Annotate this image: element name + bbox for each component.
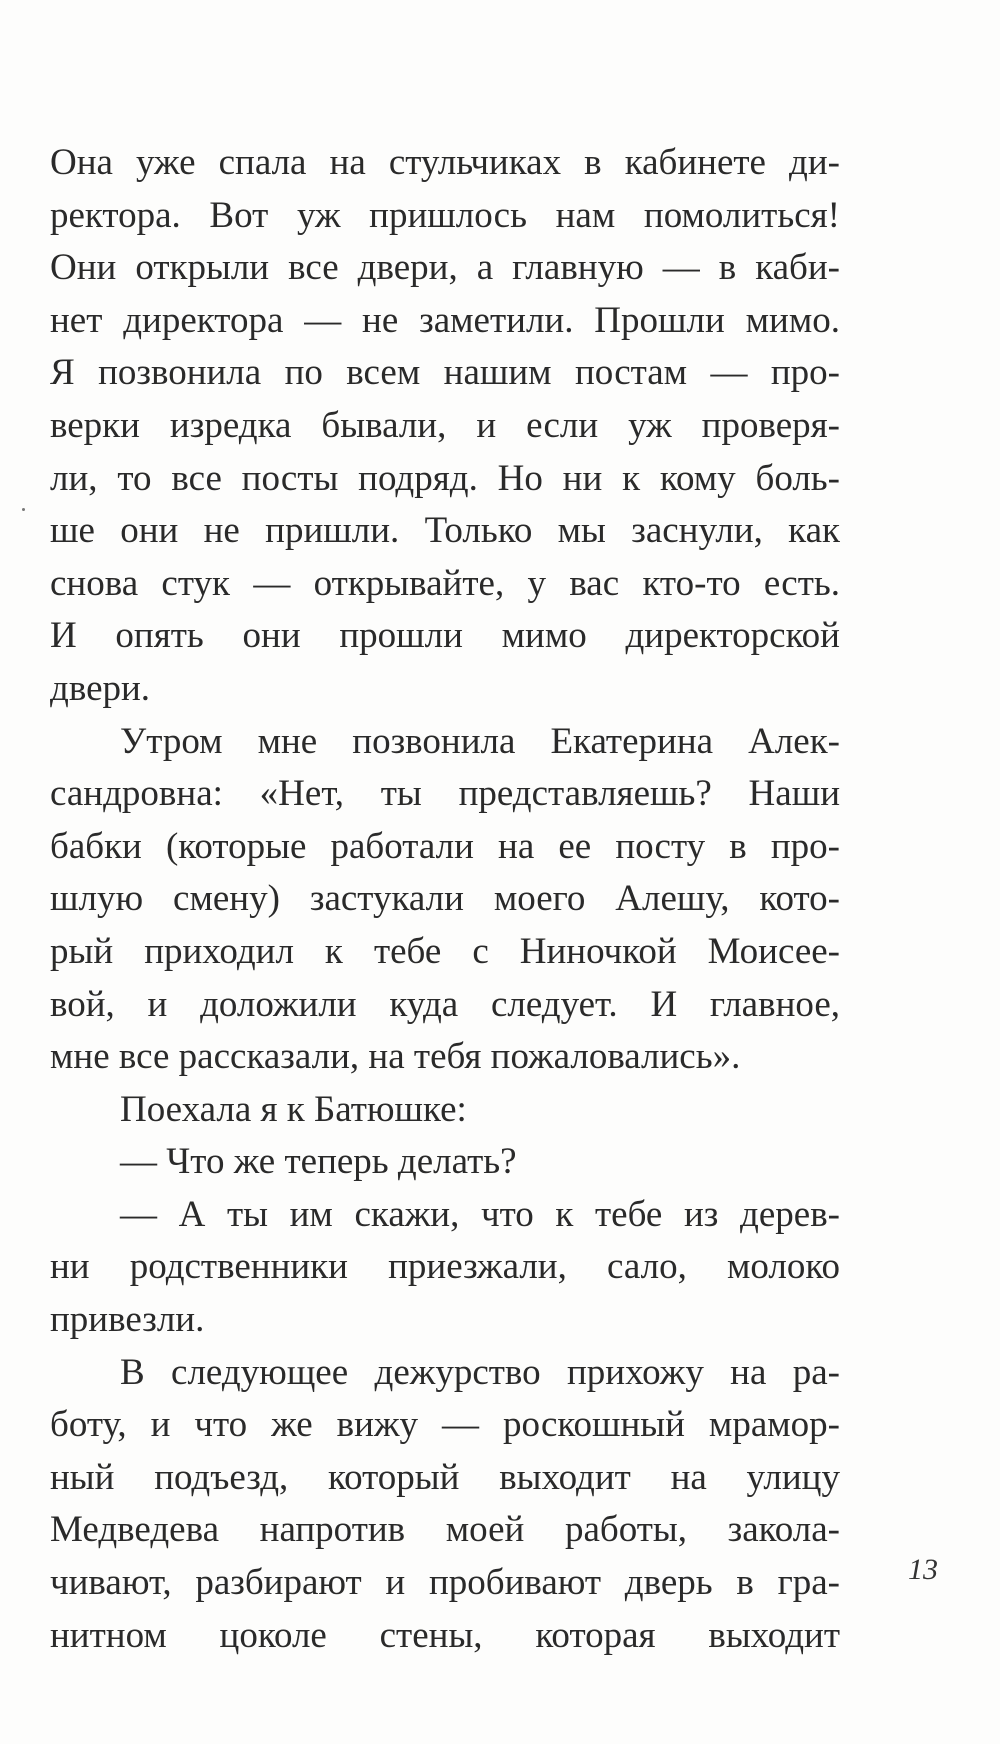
text-line: В следующее дежурство прихожу на ра- [120,1351,840,1393]
text-line: чивают, разбирают и пробивают дверь в гра- [50,1562,840,1604]
text-line: вой, и доложили куда следует. И главное, [50,983,840,1025]
text-line: ный подъезд, который выходит на улицу [50,1456,840,1498]
text-line: снова стук — открывайте, у вас кто-то есть. [50,562,840,604]
text-line: мне все рассказали, на тебя пожаловались». [50,1036,741,1078]
text-line: шлую смену) застукали моего Алешу, кото- [50,878,840,920]
text-line: нет директора — не заметили. Прошли мимо. [50,299,840,341]
text-line: Я позвонила по всем нашим постам — про- [50,352,840,394]
text-line: ректора. Вот уж пришлось нам помолиться! [50,194,840,236]
page-number: 13 [908,1553,938,1586]
text-line: боту, и что же вижу — роскошный мрамор- [50,1404,840,1446]
text-line: бабки (которые работали на ее посту в про- [50,825,840,867]
paper-speck [22,508,25,511]
text-line: сандровна: «Нет, ты представляешь? Наши [50,773,840,815]
text-line: верки изредка бывали, и если уж проверя- [50,404,840,446]
text-line: ни родственники приезжали, сало, молоко [50,1246,840,1288]
text-line: двери. [50,667,151,709]
text-line: Поехала я к Батюшке: [120,1088,467,1130]
text-line: Она уже спала на стульчиках в кабинете ди- [50,142,840,183]
text-line: Они открыли все двери, а главную — в каби- [50,247,840,289]
text-line: — Что же теперь делать? [120,1141,517,1183]
text-line: привезли. [50,1299,205,1341]
text-line: И опять они прошли мимо директорской [50,615,840,657]
text-line: ли, то все посты подряд. Но ни к кому боль- [50,457,840,499]
text-line: — А ты им скажи, что к тебе из дерев- [120,1193,840,1235]
text-line: Медведева напротив моей работы, закола- [50,1509,840,1551]
text-line: ше они не пришли. Только мы заснули, как [50,510,840,552]
body-text [50,137,840,1662]
text-line: рый приходил к тебе с Ниночкой Моисее- [50,930,840,972]
text-line: Утром мне позвонила Екатерина Алек- [120,720,840,762]
text-line: нитном цоколе стены, которая выходит [50,1614,840,1656]
